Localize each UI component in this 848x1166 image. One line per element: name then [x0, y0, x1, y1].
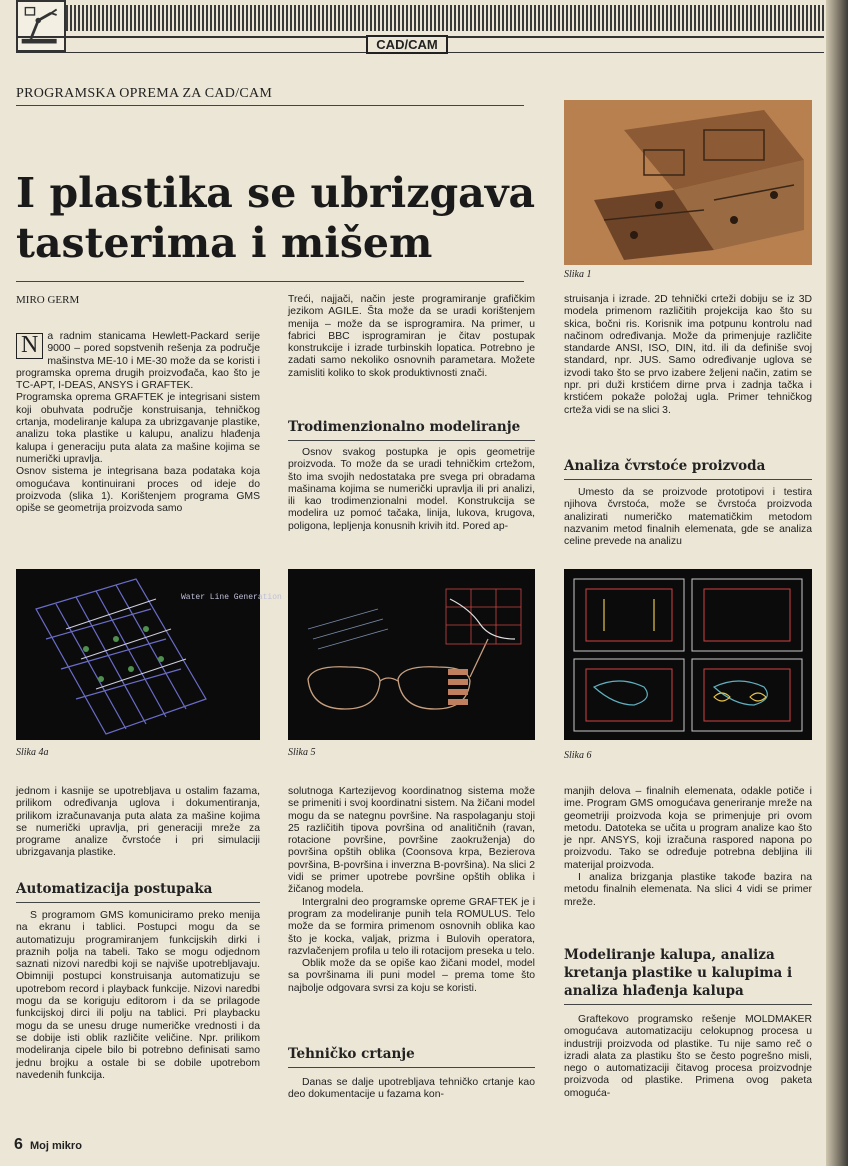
caption-slika-4a: Slika 4a [16, 747, 49, 758]
caption-slika-5: Slika 5 [288, 747, 316, 758]
paragraph: Treći, najjači, način jeste programiranje grafičkim jezikom AGILE. Šta može da se uradi korištenjem menija – može da se isprogramira. Na primer, u fabrici BBC isprogramiran je čitav postupak konstrukcije i izrade turbinskih lopatica. Potrebno je zadati samo nekoliko osnovnih parametara. Možete zamisliti koliko to skok produktivnosti znači. [288, 294, 535, 379]
caption-slika-1: Slika 1 [564, 269, 592, 280]
photo-slika-1 [564, 100, 812, 265]
byline: MIRO GERM [16, 294, 80, 306]
paragraph: Graftekovo programsko rešenje MOLDMAKER omogućava automatizaciju celokupnog procesa u industriji proizvoda od plastike. Tu nije samo reč o izradi alata za plastiku što se često pogrešno misli, nego o automatizaciji čitavog procesa proizvodnje proizvoda od plastike. Primena ovog paketa omogućа- [564, 1014, 812, 1099]
column-3-top [564, 294, 812, 417]
subhead-modeliranje-kalupa: Modeliranje kalupa, analiza kretanja plastike u kalupima i analiza hlađenja kalupa [564, 947, 793, 999]
photo-slika-6 [564, 569, 812, 740]
page-folio [14, 1136, 82, 1154]
page-number: 6 [14, 1136, 23, 1153]
magazine-logo-icon [16, 0, 66, 52]
section-tag: CAD/CAM [366, 35, 448, 54]
page-edge-shadow [826, 0, 848, 1166]
paragraph: Osnov svakog postupka je opis geometrije proizvoda. To može da se uradi tehničkim crtežom, što ima svojih nedostataka pre svega pri obradama mašinama kojima se numerički upravlja ili pri analizi, ili kao trodimenzionalni model. Konstrukcija se modelira uz pomoć tačaka, linija, lukova, krugova, poligona, lepljenja konusnih krivih itd. Pored ap- [288, 447, 535, 532]
caption-slika-6: Slika 6 [564, 750, 592, 761]
kicker: PROGRAMSKA OPREMA ZA CAD/CAM [16, 86, 273, 101]
paragraph: I analiza brizganja plastike takođe bazira na metodu finalnih elemenata. Na slici 4 vidi se primer mreže. [564, 872, 812, 908]
slika-4a-screen-label: Water Line Generation [181, 593, 282, 602]
headline: I plastika se ubrizgava tasterima i mišem [16, 169, 536, 267]
paragraph: struisanja i izrade. 2D tehnički crteži dobiju se iz 3D modela primenom različitih projekcija kao što su skica, bočni ris. Korisnik ima potpunu kontrolu nad načinom određivanja. Može da primenjuje različite standarde ANSI, ISO, DIN, itd. ili da definiše svoj standard, npr. JUS. Samo određivanje uglova se izvodi tako što se prvo izabere željeni način, zatim se npr. pri duži krstićem dirne prva i zadnja tačka i krstićem pokaže položaj ugla. Primer tehničkog crteža vidi se na slici 3. [564, 294, 812, 416]
paragraph-intro [16, 331, 260, 392]
column-1-top [16, 331, 260, 515]
subhead-automatizacija: Automatizacija postupaka [16, 881, 213, 897]
subhead-rule [288, 1067, 535, 1068]
drop-cap: N [16, 333, 43, 359]
column-1-bottom [16, 786, 260, 860]
subhead-rule [16, 902, 260, 903]
header-hatch-bar [66, 5, 824, 31]
subhead-tehnicko-crtanje: Tehničko crtanje [288, 1046, 415, 1062]
paragraph: Intergralni deo programske opreme GRAFTEK je i program za modeliranje punih tela ROMULUS. Telo može da se formira primenom osnovnih oblika kao što je kocka, valjak, prizma i Bulovih operatora, razvlačenjem profila u telo ili rotacijom preseka u telo. [288, 896, 535, 957]
intro-text: a radnim stanicama Hewlett-Packard serije 9000 – pored sopstvenih rešenja za područje mašinstva ME-10 i ME-30 može da se koristi i programska oprema drugih proizvođača, kao što je TC-APT, I-DEAS, ANSYS i GRAFTEK. [16, 331, 260, 392]
column-1-bottom-b [16, 910, 260, 1082]
subhead-rule [288, 440, 535, 441]
column-2-bottom-b [288, 1077, 535, 1102]
subhead-rule [564, 1004, 812, 1005]
photo-slika-5 [288, 569, 535, 740]
subhead-rule [564, 479, 812, 480]
paragraph: Danas se dalje upotrebljava tehničko crtanje kao deo dokumentacije u fazama kon- [288, 1077, 535, 1101]
kicker-rule [16, 105, 524, 106]
paragraph: jednom i kasnije se upotrebljava u ostalim fazama, prilikom određivanja uglova i dokumentiranja, prilikom izračunavanja puta alata za mašine kojima se numerički upravlja, pri generaciji mreže za programe analize čvrstoće i pri simulaciji ubrizgavanja plastike. [16, 786, 260, 859]
paragraph: S programom GMS komuniciramo preko menija na ekranu i tablici. Postupci mogu da se automatizuju programiranjem funkcijskih dirki i praznih polja na tabeli. Tako se mogu odjednom saznati nizovi naredbi koji se najviše upotrebljavaju. Obimniji postupci konstruisanja automatizuju se upotrebom record i playback funkcije. Nizovi naredbi mogu da se koriguju editorom i da se prilagode funkcijskoj dirci ili polju na tablici. Pri playbacku mogu da se unesu druge numeričke vrednosti i da se dobije isti oblik različite veličine. Npr. prilikom modeliranja cipele bilo bi potrebno definisati samo jednu brojku a ostale bi se dobile upotrebom navedenih funkcija. [16, 910, 260, 1081]
headline-rule [16, 281, 524, 282]
photo-slika-4a [16, 569, 282, 740]
paragraph: manjih delova – finalnih elemenata, odakle potiče i ime. Program GMS omogućava generiranje mreže na geometriji proizvoda koja se primenjuje pri ovom metodu. Datoteka se učita u program analize kao što je npr. ANSYS, koji izračuna raspored napona po proizvodu. Tako se određuje potrebna debljina ili materijal proizvoda. [564, 786, 812, 871]
paragraph: Osnov sistema je integrisana baza podataka koja omogućava kontinuirani proces od ideje do proizvoda (slika 1). Korištenjem programa GMS opiše se geometrija proizvoda samo [16, 466, 260, 515]
paragraph: solutnoga Kartezijevog koordinatnog sistema može se primeniti i svoj koordinatni sistem. Na žičani model mogu da se nategnu površine. Na raspolaganju stoji 25 različitih tipova površina od analitičnih (ravan, rotacione površine, površine zaokruženja) do površina opštih oblika (Coonsova krpa, Bezierova površina, B-površina i inverzna B-površina). Na slici 2 vidi se primer upotrebe površine opštih oblika i žičanog modela. [288, 786, 535, 896]
column-3-bottom [564, 786, 812, 909]
paragraph: Programska oprema GRAFTEK je integrisani sistem koji obuhvata područje konstruisanja, tehničkog crtanja, modeliranje kalupa za ubrizgavanje plastike, analizu toka plastike u kalupu, analizu hlađenja kalupa i generaciju puta alata za mašine kojima se numerički upravlja. [16, 392, 260, 465]
subhead-trodimenzionalno: Trodimenzionalno modeliranje [288, 419, 521, 435]
paragraph: Umesto da se proizvode prototipovi i testira njihova čvrstoća, može se čvrstoća proizvoda analizirati numeričko matematičkim metodom nazvanim metod finalnih elemenata, gde se analiza celine prevede na analizu [564, 487, 812, 548]
column-3-bottom-b [564, 1014, 812, 1100]
column-2-top-b [288, 447, 535, 533]
column-3-top-b [564, 487, 812, 548]
column-2-top [288, 294, 535, 380]
magazine-name: Moj mikro [29, 1140, 82, 1152]
subhead-analiza: Analiza čvrstoće proizvoda [564, 458, 766, 474]
paragraph: Oblik može da se opiše kao žičani model, model sa površinama ili puni model – prema tome što najbolje odgovara svrsi za koju se koristi. [288, 958, 535, 994]
column-2-bottom [288, 786, 535, 995]
